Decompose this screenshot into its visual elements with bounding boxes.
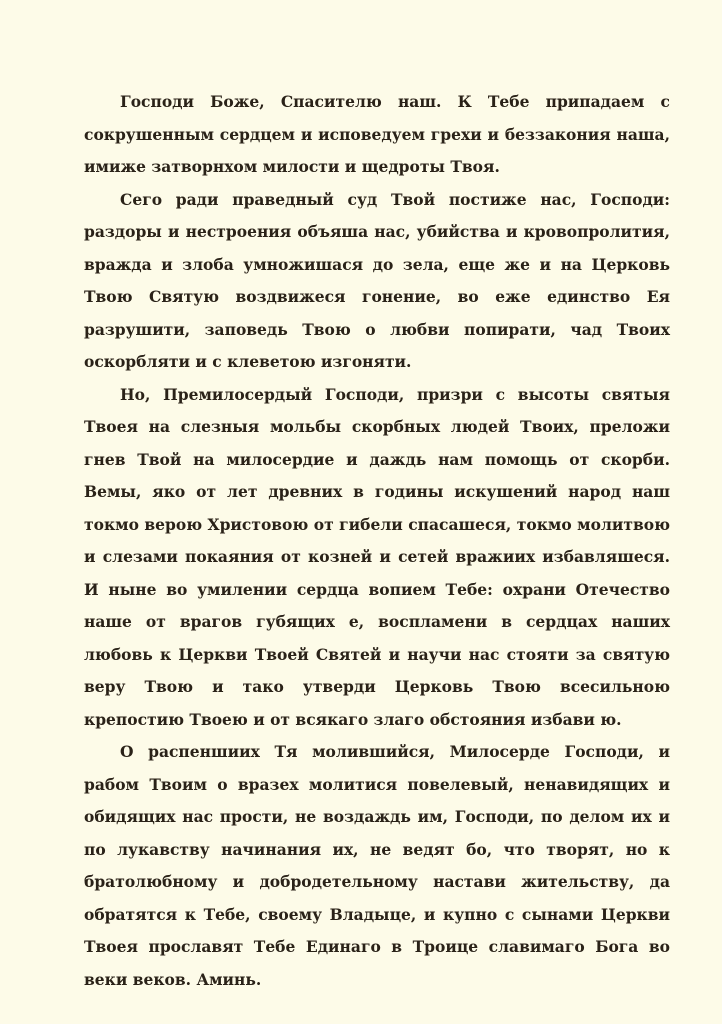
paragraph-2: Сего ради праведный суд Твой постиже нас, Господи: раздоры и нестроения объяша нас, убийства и кровопролития, вражда и злоба умножишася до зела, еще же и на Церковь Твою Святую воздвижеся гонение, во еже единство Ея разрушити, заповедь Твою о любви попирати, чад Твоих оскорбляти и с клеветою изгоняти. [84,189,670,371]
paragraph-3: Но, Премилосердый Господи, призри с высоты святыя Твоея на слезныя мольбы скорбных людей Твоих, преложи гнев Твой на милосердие и даждь нам помощь от скорби. Вемы, яко от лет древних в годины искушений народ наш токмо верою Христовою от гибели спасашеся, токмо молитвою и слезами покаяния от козней и сетей вражиих избавляшеся. И ныне во умилении сердца вопием Тебе: охрани Отечество наше от врагов губящих е, воспламени в сердцах наших любовь к Церкви Твоей Святей и научи нас стояти за святую веру Твою и тако утверди Церковь Твою всесильною крепостию Твоею и от всякаго злаго обстояния избави ю. [84,384,670,729]
prayer-text [84,86,670,996]
paragraph-4: О распеншиих Тя молившийся, Милосерде Господи, и рабом Твоим о вразех молитися повелевый, ненавидящих и обидящих нас прости, не воздаждь им, Господи, по делом их и по лукавству начинания их, не ведят бо, что творят, но к братолюбному и добродетельному настави жительству, да обратятся к Тебе, своему Владыце, и купно с сынами Церкви Твоея прославят Тебе Единаго в Троице славимаго Бога во веки веков. Аминь. [84,742,670,989]
paragraph-1: Господи Боже, Спасителю наш. К Тебе припадаем с сокрушенным сердцем и исповедуем грехи и беззакония наша, имиже затворнхом милости и щедроты Твоя. [84,92,670,176]
